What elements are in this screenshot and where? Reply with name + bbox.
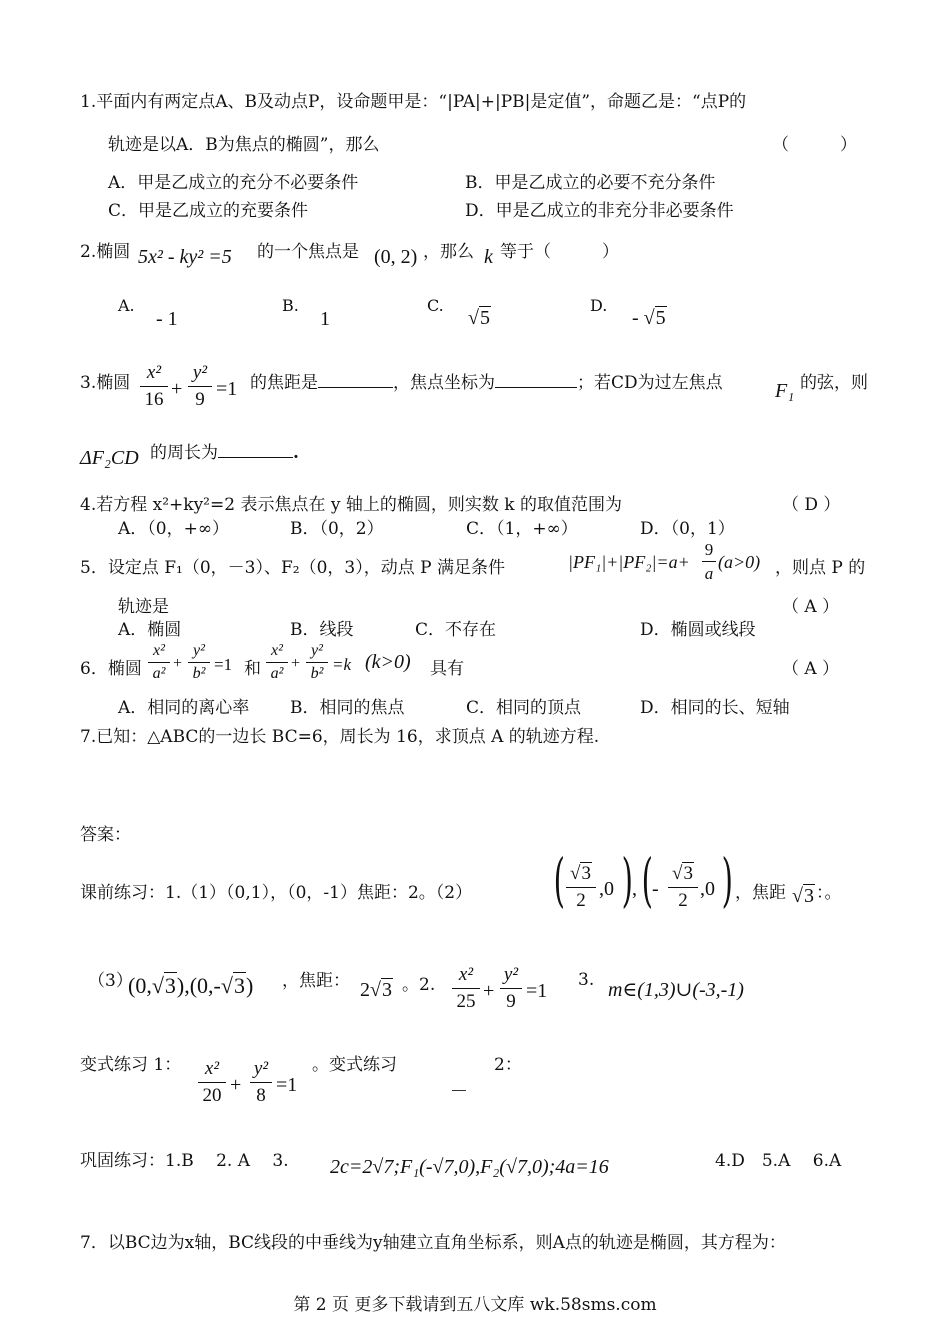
q6-option-d: D．相同的长、短轴: [640, 698, 790, 718]
q6-option-c: C．相同的顶点: [466, 698, 582, 718]
answers-var1-frac-y: [250, 1058, 272, 1107]
q5-fraction-den: a: [704, 564, 714, 583]
q2-option-a-value: - 1: [156, 308, 178, 330]
q2-option-b-value: 1: [320, 308, 330, 330]
q3-plus: +: [171, 378, 183, 400]
q5-line2: 轨迹是: [118, 597, 169, 617]
q5-option-b: B．线段: [290, 620, 354, 640]
q2-k: k: [484, 246, 493, 268]
q1-paren: （ ）: [772, 135, 857, 155]
q6-fraction-1-num: x²: [153, 642, 165, 659]
answers-frac-r3-2-den: 2: [678, 890, 688, 911]
answers-m-range: m∈(1,3)∪(-3,-1): [608, 979, 744, 1001]
answers-focal3-value: 2√3: [360, 979, 392, 1001]
q5-line1a: 5．设定点 F₁（0，－3）、F₂（0，3），动点 P 满足条件: [80, 558, 505, 578]
q6-post: 具有: [430, 659, 464, 679]
q6-prefix: 6．椭圆: [80, 659, 142, 679]
q2-mid2: ，那么: [423, 242, 474, 262]
q1-option-b: B．甲是乙成立的必要不充分条件: [465, 173, 716, 193]
q5-line1b: ，则点 P 的: [775, 558, 866, 578]
right-paren-1: ): [621, 846, 633, 914]
answers-focal3: ，焦距：: [282, 971, 350, 991]
q5-option-c: C．不存在: [415, 620, 497, 640]
answers-var1-plus: +: [230, 1074, 242, 1096]
answers-q2-frac-y: [500, 964, 522, 1013]
q6-fraction-2-num: y²: [193, 642, 205, 659]
answers-points3: (0,√3),(0,-√3): [128, 973, 254, 998]
q4-line: 4.若方程 x²+ky²=2 表示焦点在 y 轴上的椭圆，则实数 k 的取值范围为: [80, 495, 622, 515]
left-paren-2: (: [641, 846, 653, 914]
answers-var1: 变式练习 1：: [80, 1055, 182, 1075]
q4-option-b: B．（0，2）: [290, 519, 384, 539]
answers-frac-r3-1: [566, 862, 596, 912]
answers-comma-1: ,: [632, 878, 637, 900]
q6-plus-2: +: [291, 655, 301, 672]
q6-eq1: =1: [214, 655, 233, 674]
answers-var1-frac-x-den: 20: [202, 1085, 222, 1106]
answers-focal1-value: √3: [792, 885, 814, 907]
answers-focal1: ，焦距: [735, 883, 786, 903]
q3-fraction-x-den: 16: [144, 389, 164, 410]
q2-option-c-value: √5: [468, 307, 490, 329]
q6-fraction-1-den: a²: [152, 665, 166, 682]
answers-neg: -: [652, 878, 659, 900]
answers-consolidate: 巩固练习：1.B 2. A 3.: [80, 1151, 289, 1171]
page-footer: 第 2 页 更多下载请到五八文库 wk.58sms.com: [293, 1295, 657, 1315]
q2-option-d-sign: -: [632, 307, 644, 329]
answers-var1-frac-y-den: 8: [256, 1085, 266, 1106]
q6-fraction-4-den: b²: [310, 665, 324, 682]
q3-fraction-y-den: 9: [195, 389, 205, 410]
answers-q2-frac-x-den: 25: [456, 991, 476, 1012]
q3-eq1: =1: [216, 378, 238, 400]
q4-option-d: D．（0，1）: [640, 519, 735, 539]
answers-consolidate-eq: 2c=2√7;F₁(-√7,0),F₂(√7,0);4a=16: [330, 1156, 609, 1178]
q6-fraction-3-num: x²: [271, 642, 283, 659]
answers-var2b: 2：: [494, 1055, 522, 1075]
q5-answer: （ A ）: [782, 597, 840, 617]
q5-fraction-num: 9: [704, 540, 714, 559]
answers-q2-eq: =1: [526, 980, 548, 1002]
q2-option-b-label: B.: [282, 296, 299, 315]
q6-fraction-4-num: y²: [311, 642, 323, 659]
q3-text4: 的弦，则: [800, 373, 868, 393]
q2-option-d-value: - √5: [632, 307, 666, 329]
answers-frac-r3-2-num: √3: [672, 863, 693, 884]
q5-option-d: D．椭圆或线段: [640, 620, 756, 640]
q5-fraction: [702, 540, 716, 583]
answers-title: 答案：: [80, 825, 131, 845]
q4-option-c: C．（1，+∞）: [466, 519, 578, 539]
q5-option-a: A．椭圆: [118, 620, 182, 640]
q1-option-c: C．甲是乙成立的充要条件: [108, 201, 309, 221]
q2-option-c-label: C.: [427, 296, 444, 315]
q6-fraction-4: [306, 642, 328, 683]
q6-answer: （ A ）: [782, 659, 840, 679]
answers-var1-eq: =1: [276, 1074, 298, 1096]
answers-frac-r3-1-den: 2: [576, 890, 586, 911]
q2-prefix: 2.椭圆: [80, 242, 131, 262]
q7-line: 7.已知：△ABC的一边长 BC=6，周长为 16，求顶点 A 的轨迹方程.: [80, 727, 600, 747]
q3-fraction-y: [188, 362, 212, 411]
answers-q2-frac-x: [452, 964, 480, 1013]
q3-text5: 的周长为 .: [150, 443, 299, 463]
answers-q2-frac-y-num: y²: [503, 964, 519, 985]
q6-fraction-2: [188, 642, 210, 683]
q3-fraction-x-num: x²: [146, 362, 162, 383]
q2-option-a-label: A.: [118, 296, 135, 315]
answers-q2-plus: +: [483, 980, 495, 1002]
answers-frac-r3-1-num: √3: [570, 863, 591, 884]
q3-fraction-y-num: y²: [192, 362, 208, 383]
q6-fraction-3-den: a²: [270, 665, 284, 682]
q2-post: 等于（ ）: [500, 242, 619, 262]
answers-end1: ：。: [816, 883, 842, 903]
q3-fraction-x: [140, 362, 168, 411]
q6-k-condition: (k>0): [365, 651, 411, 673]
q1-option-a: A．甲是乙成立的充分不必要条件: [108, 173, 359, 193]
q5-condition2: (a>0): [718, 552, 761, 572]
q6-option-b: B．相同的焦点: [290, 698, 405, 718]
q2-point: (0, 2): [374, 246, 418, 268]
q2-option-d-label: D.: [590, 296, 608, 315]
answers-after3: 。2.: [402, 975, 436, 995]
q3-text1: 的焦距是 ，焦点坐标为 ；若CD为过左焦点: [250, 373, 723, 393]
answers-consolidate-rest: 4.D 5.A 6.A: [715, 1151, 842, 1171]
answers-var1-frac-x: [198, 1058, 226, 1107]
answers-var1-frac-x-num: x²: [204, 1058, 220, 1079]
q6-plus-1: +: [173, 655, 183, 672]
q1-option-d: D．甲是乙成立的非充分非必要条件: [465, 201, 734, 221]
answers-var2-dash: [452, 1090, 466, 1091]
q6-fraction-3: [266, 642, 288, 683]
q4-option-a: A．（0，+∞）: [118, 519, 229, 539]
answers-var1-frac-y-num: y²: [253, 1058, 269, 1079]
q1-line2: 轨迹是以A．B为焦点的椭圆”，那么: [108, 135, 380, 155]
right-paren-2: ): [721, 846, 733, 914]
q1-line1: 1.平面内有两定点A、B及动点P，设命题甲是：“|PA|+|PB|是定值”，命题乙是：“点P的: [80, 92, 747, 112]
q6-fraction-2-den: b²: [192, 665, 206, 682]
q6-option-a: A．相同的离心率: [118, 698, 250, 718]
q3-prefix: 3.椭圆: [80, 373, 131, 393]
q5-condition: |PF₁|+|PF₂|=a+: [568, 552, 690, 572]
left-paren-1: (: [553, 846, 565, 914]
q3-f1: F₁: [775, 380, 795, 402]
answers-q3-label: 3.: [578, 970, 595, 990]
q2-equation: 5x² - ky² =5: [138, 246, 232, 268]
answers-zero-2: ,0: [700, 878, 715, 900]
answers-frac-r3-2: [668, 862, 698, 912]
q6-fraction-1: [148, 642, 170, 683]
q4-answer: （ D ）: [782, 495, 841, 515]
answers-q2-frac-y-den: 9: [506, 991, 516, 1012]
q6-and: 和: [244, 659, 261, 679]
q2-option-c-radicand: 5: [479, 307, 490, 329]
q2-mid: 的一个焦点是: [257, 242, 359, 262]
answers-q2-frac-x-num: x²: [458, 964, 474, 985]
q2-option-d-radicand: 5: [655, 307, 666, 329]
answers-zero-1: ,0: [599, 878, 614, 900]
answers-p3: （3）: [88, 971, 133, 991]
q3-triangle: ΔF₂CD: [80, 447, 139, 469]
answers-pre1: 课前练习：1.（1）（0,1），（0，-1）焦距：2。（2）: [80, 883, 473, 903]
answers-var2: 。变式练习: [312, 1055, 397, 1075]
q6-eqk: =k: [332, 655, 352, 674]
answers-q7: 7．以BC边为x轴，BC线段的中垂线为y轴建立直角坐标系，则A点的轨迹是椭圆，其方程为：: [80, 1233, 786, 1253]
